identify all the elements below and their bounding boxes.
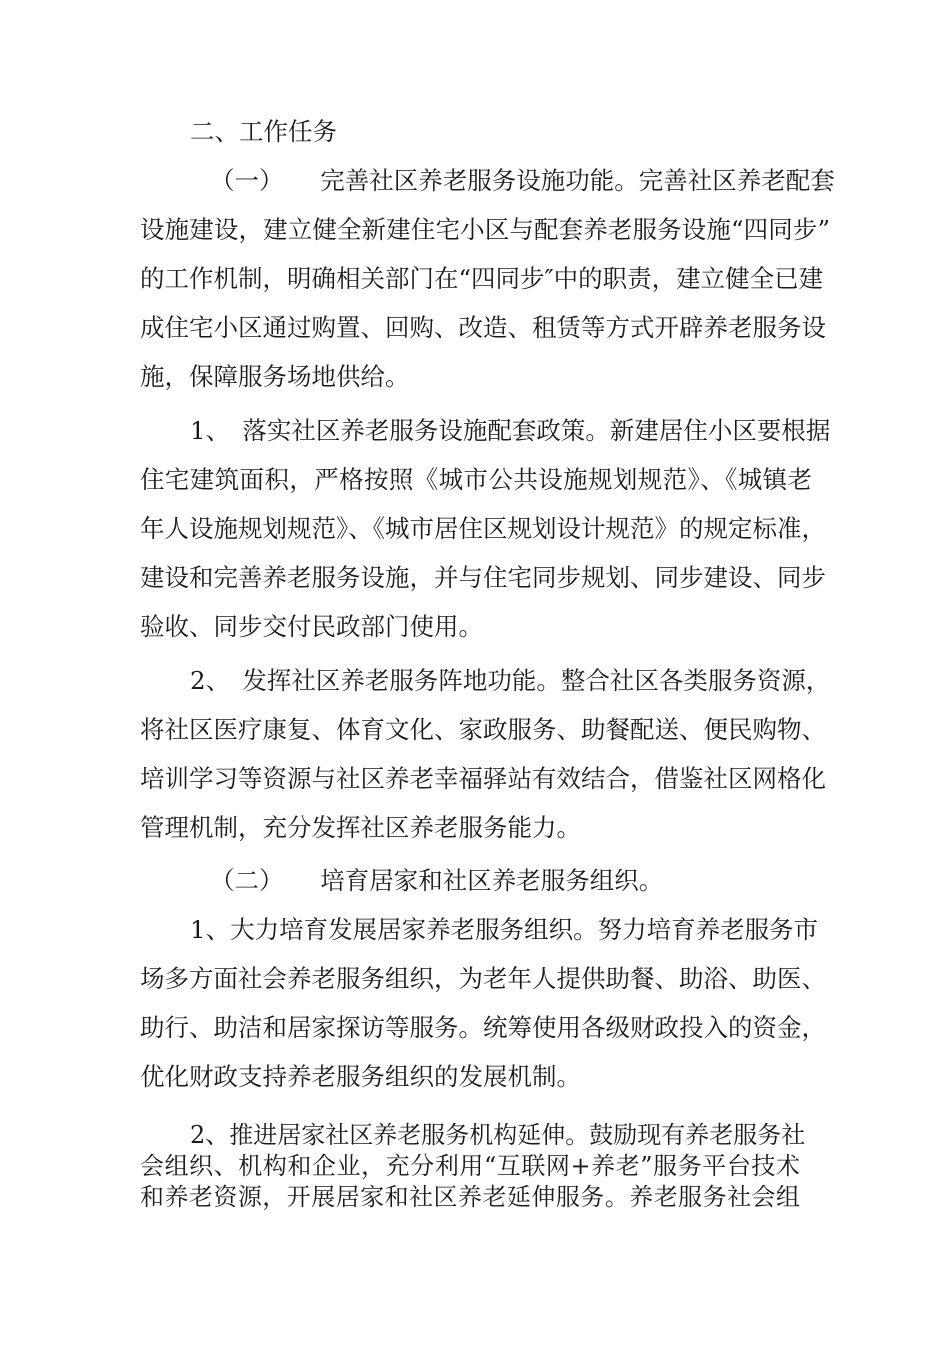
item-heading-1: 1、 落实社区养老服务设施配套政策。新建居住小区要根据 (190, 416, 831, 445)
paragraph-line: 年人设施规划规范》、《城市居住区规划设计规范》的规定标准， (140, 514, 826, 543)
paragraph-line: 会组织、机构和企业，充分利用“互联网+养老”服务平台技术 (140, 1152, 800, 1180)
paragraph-line: 建设和完善养老服务设施，并与住宅同步规划、同步建设、同步 (140, 563, 826, 592)
item-heading-3: 1、大力培育发展居家养老服务组织。努力培育养老服务市 (190, 915, 819, 944)
paragraph-line: 设施建设，建立健全新建住宅小区与配套养老服务设施“四同步” (140, 215, 830, 244)
paragraph-line: 助行、助洁和居家探访等服务。统筹使用各级财政投入的资金， (140, 1013, 826, 1042)
paragraph-line: 将社区医疗康复、体育文化、家政服务、助餐配送、便民购物、 (140, 715, 826, 744)
section-heading: 二、工作任务 (190, 117, 337, 146)
paragraph-line: 管理机制，充分发挥社区养老服务能力。 (140, 813, 581, 842)
paragraph-line: 场多方面社会养老服务组织，为老年人提供助餐、助浴、助医、 (140, 964, 826, 993)
item-heading-2: 2、 发挥社区养老服务阵地功能。整合社区各类服务资源， (190, 666, 831, 695)
paragraph-line: 住宅建筑面积，严格按照《城市公共设施规划规范》、《城镇老 (140, 465, 812, 494)
paragraph-line: 和养老资源，开展居家和社区养老延伸服务。养老服务社会组 (140, 1183, 800, 1211)
paragraph-line: 优化财政支持养老服务组织的发展机制。 (140, 1062, 581, 1091)
item-heading-4: 2、推进居家社区养老服务机构延伸。鼓励现有养老服务社 (190, 1121, 806, 1149)
subsection-heading-1: （一） 完善社区养老服务设施功能。完善社区养老配套 (210, 166, 835, 195)
paragraph-line: 验收、同步交付民政部门使用。 (140, 612, 483, 641)
subsection-heading-2: （二） 培育居家和社区养老服务组织。 (210, 866, 664, 895)
paragraph-line: 施，保障服务场地供给。 (140, 362, 410, 391)
paragraph-line: 的工作机制，明确相关部门在“四同步″中的职责，建立健全已建 (140, 264, 824, 293)
paragraph-line: 培训学习等资源与社区养老幸福驿站有效结合，借鉴社区网格化 (140, 764, 826, 793)
paragraph-line: 成住宅小区通过购置、回购、改造、租赁等方式开辟养老服务设 (140, 313, 826, 342)
